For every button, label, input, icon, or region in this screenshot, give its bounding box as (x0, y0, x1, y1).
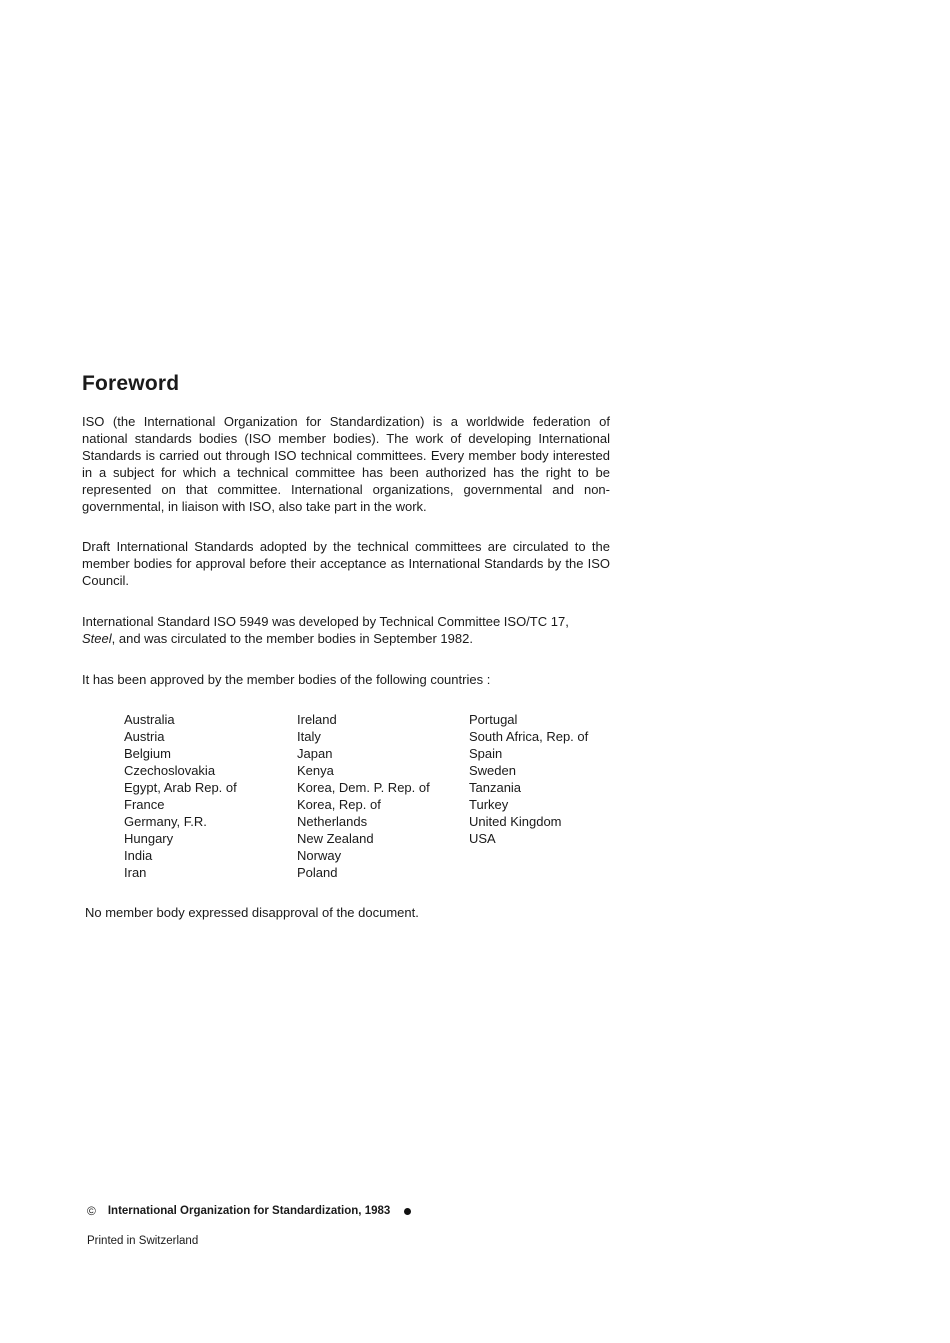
country-item: Iran (124, 865, 147, 880)
country-item: Poland (297, 865, 338, 880)
printed-in-note: Printed in Switzerland (87, 1235, 199, 1247)
country-item: United Kingdom (469, 814, 562, 829)
page-title: Foreword (82, 372, 180, 395)
country-item: New Zealand (297, 831, 374, 846)
paragraph-iso-intro: ISO (the International Organization for Standardization) is a worldwide federation of national standards bodies (ISO member bodies). The work of developing International Standards is carried out through ISO technical committees. Every member body interested in a subject for which a technical committee has been authorized has the right to be represented on that committee. International organizations, governmental and non-governmental, in liaison with ISO, also take part in the work. (82, 414, 610, 514)
country-item: Tanzania (469, 780, 522, 795)
copyright-icon: © (87, 1204, 96, 1218)
paragraph-approval: It has been approved by the member bodies of the following countries : (82, 672, 491, 687)
country-item: Ireland (297, 712, 337, 727)
country-column-1 (124, 711, 297, 881)
country-item: Netherlands (297, 814, 368, 829)
country-item: Hungary (124, 831, 174, 846)
country-item: Australia (124, 712, 175, 727)
country-item: Kenya (297, 763, 334, 778)
country-item: Norway (297, 848, 342, 863)
country-item: Korea, Rep. of (297, 797, 381, 812)
development-text-start: International Standard ISO 5949 was developed by Technical Committee ISO/TC 17, (82, 614, 569, 629)
country-column-2 (297, 711, 469, 881)
country-item: Korea, Dem. P. Rep. of (297, 780, 430, 795)
country-item: USA (469, 831, 496, 846)
country-item: Portugal (469, 712, 518, 727)
country-item: Egypt, Arab Rep. of (124, 780, 237, 795)
development-text-end: , and was circulated to the member bodies in September 1982. (111, 631, 473, 646)
country-item: Sweden (469, 763, 516, 778)
committee-title: Steel (82, 631, 112, 646)
country-item: Spain (469, 746, 503, 761)
country-item: Austria (124, 729, 165, 744)
copyright-line (87, 1204, 411, 1218)
country-item: Germany, F.R. (124, 814, 207, 829)
country-column-3 (469, 711, 639, 881)
country-item: South Africa, Rep. of (469, 729, 589, 744)
copyright-text: International Organization for Standardization, 1983 (107, 1205, 391, 1217)
country-item: Turkey (469, 797, 509, 812)
paragraph-draft-standards: Draft International Standards adopted by the technical committees are circulated to the member bodies for approval before their acceptance as International Standards by the ISO Council. (82, 539, 610, 588)
country-item: Czechoslovakia (124, 763, 216, 778)
country-item: Italy (297, 729, 321, 744)
country-item: France (124, 797, 165, 812)
country-list (124, 711, 639, 881)
closing-statement: No member body expressed disapproval of the document. (85, 905, 419, 920)
bullet-dot-icon (404, 1208, 411, 1215)
country-item: Belgium (124, 746, 171, 761)
paragraph-development (82, 613, 610, 647)
country-item: India (124, 848, 153, 863)
country-item: Japan (297, 746, 333, 761)
